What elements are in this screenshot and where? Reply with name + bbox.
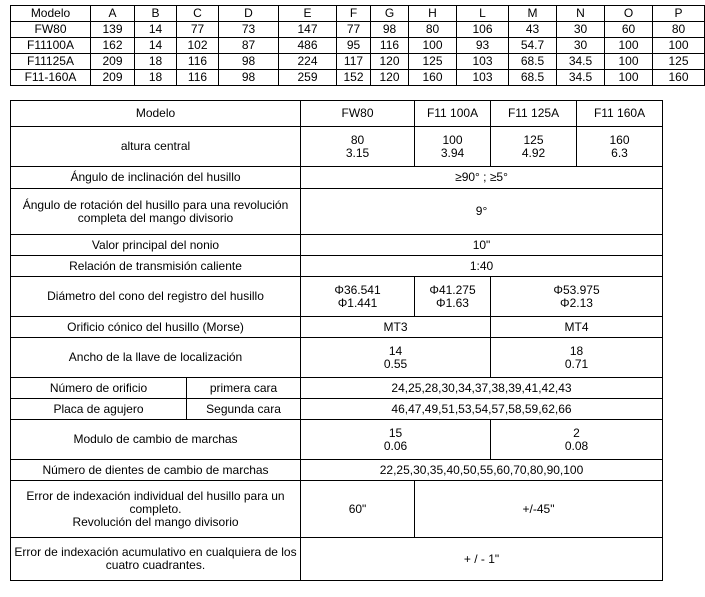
dimensions-value-cell: 102 <box>177 38 219 54</box>
vernier-label: Valor principal del nonio <box>11 235 301 256</box>
dimensions-header-cell: D <box>219 6 279 22</box>
dimensions-header-cell: C <box>177 6 219 22</box>
dimensions-value-cell: 106 <box>457 22 509 38</box>
dimensions-value-cell: 98 <box>219 70 279 86</box>
gear-teeth-value: 22,25,30,35,40,50,55,60,70,80,90,100 <box>301 460 663 481</box>
dimensions-value-cell: 160 <box>409 70 457 86</box>
dimensions-header-cell: F <box>337 6 371 22</box>
hole-plate-sublabel: Segunda cara <box>187 399 301 420</box>
vernier-value: 10" <box>301 235 663 256</box>
dimensions-row <box>11 70 705 86</box>
gear-module-value-small: 15 0.06 <box>301 420 491 460</box>
dimensions-header-cell: M <box>509 6 557 22</box>
center-height-f11-100a: 100 3.94 <box>415 127 491 167</box>
dimensions-header-cell: L <box>457 6 509 22</box>
dimensions-value-cell: 100 <box>409 38 457 54</box>
rotation-angle-value: 9° <box>301 189 663 235</box>
hole-number-value: 24,25,28,30,34,37,38,39,41,42,43 <box>301 378 663 399</box>
dimensions-value-cell: 77 <box>337 22 371 38</box>
rotation-angle-row <box>11 189 663 235</box>
indexing-error-f11: +/-45" <box>415 481 663 538</box>
dimensions-value-cell: 152 <box>337 70 371 86</box>
dimensions-header-cell: B <box>135 6 177 22</box>
dimensions-model-cell: FW80 <box>11 22 91 38</box>
dimensions-value-cell: 116 <box>371 38 409 54</box>
key-width-label: Ancho de la llave de localización <box>11 338 301 378</box>
dimensions-value-cell: 125 <box>653 54 705 70</box>
dimensions-value-cell: 100 <box>605 54 653 70</box>
dimensions-value-cell: 100 <box>605 70 653 86</box>
cone-diameter-f11-125-160a: Φ53.975 Φ2.13 <box>491 277 663 317</box>
hole-number-sublabel: primera cara <box>187 378 301 399</box>
hole-plate-row <box>11 399 663 420</box>
dimensions-value-cell: 117 <box>337 54 371 70</box>
hole-plate-label: Placa de agujero <box>11 399 187 420</box>
dimensions-value-cell: 139 <box>91 22 135 38</box>
dimensions-header-cell: O <box>605 6 653 22</box>
hole-number-row <box>11 378 663 399</box>
morse-label: Orificio cónico del husillo (Morse) <box>11 317 301 338</box>
hole-plate-value: 46,47,49,51,53,54,57,58,59,62,66 <box>301 399 663 420</box>
dimensions-value-cell: 14 <box>135 38 177 54</box>
dimensions-value-cell: 103 <box>457 54 509 70</box>
cumulative-error-value: + / - 1" <box>301 538 663 581</box>
model-header-label: Modelo <box>11 101 301 127</box>
dimensions-value-cell: 68.5 <box>509 70 557 86</box>
dimensions-table <box>10 5 705 86</box>
gear-module-label: Modulo de cambio de marchas <box>11 420 301 460</box>
dimensions-value-cell: 95 <box>337 38 371 54</box>
dimensions-model-cell: F11100A <box>11 38 91 54</box>
morse-row <box>11 317 663 338</box>
gear-module-value-large: 2 0.08 <box>491 420 663 460</box>
transmission-row <box>11 256 663 277</box>
dimensions-value-cell: 30 <box>557 38 605 54</box>
dimensions-value-cell: 116 <box>177 54 219 70</box>
dimensions-value-cell: 120 <box>371 54 409 70</box>
key-width-value-large: 18 0.71 <box>491 338 663 378</box>
dimensions-value-cell: 100 <box>653 38 705 54</box>
dimensions-model-cell: F11125A <box>11 54 91 70</box>
dimensions-row <box>11 38 705 54</box>
model-header-fw80: FW80 <box>301 101 415 127</box>
dimensions-header-cell: P <box>653 6 705 22</box>
model-header-f11-100a: F11 100A <box>415 101 491 127</box>
dimensions-header-row <box>11 6 705 22</box>
gear-teeth-row <box>11 460 663 481</box>
dimensions-value-cell: 87 <box>219 38 279 54</box>
spindle-angle-row <box>11 167 663 189</box>
dimensions-value-cell: 77 <box>177 22 219 38</box>
dimensions-value-cell: 30 <box>557 22 605 38</box>
dimensions-value-cell: 98 <box>371 22 409 38</box>
indexing-error-row <box>11 481 663 538</box>
morse-value-mt4: MT4 <box>491 317 663 338</box>
dimensions-header-cell: E <box>279 6 337 22</box>
center-height-f11-160a: 160 6.3 <box>577 127 663 167</box>
indexing-error-label: Error de indexación individual del husillo para un completo. Revolución del mango divisorio <box>11 481 301 538</box>
dimensions-value-cell: 93 <box>457 38 509 54</box>
spindle-angle-label: Ángulo de inclinación del husillo <box>11 167 301 189</box>
dimensions-value-cell: 116 <box>177 70 219 86</box>
dimensions-header-cell: N <box>557 6 605 22</box>
dimensions-value-cell: 162 <box>91 38 135 54</box>
dimensions-row <box>11 54 705 70</box>
cumulative-error-row <box>11 538 663 581</box>
dimensions-value-cell: 160 <box>653 70 705 86</box>
dimensions-value-cell: 98 <box>219 54 279 70</box>
dimensions-value-cell: 34.5 <box>557 70 605 86</box>
transmission-label: Relación de transmisión caliente <box>11 256 301 277</box>
center-height-label: altura central <box>11 127 301 167</box>
hole-number-label: Número de orificio <box>11 378 187 399</box>
dimensions-value-cell: 34.5 <box>557 54 605 70</box>
key-width-row <box>11 338 663 378</box>
dimensions-header-cell: G <box>371 6 409 22</box>
vernier-row <box>11 235 663 256</box>
dimensions-value-cell: 43 <box>509 22 557 38</box>
rotation-angle-label: Ángulo de rotación del husillo para una revolución completa del mango divisorio <box>11 189 301 235</box>
center-height-fw80: 80 3.15 <box>301 127 415 167</box>
spindle-angle-value: ≥90° ; ≥5° <box>301 167 663 189</box>
cumulative-error-label: Error de indexación acumulativo en cualquiera de los cuatro cuadrantes. <box>11 538 301 581</box>
dimensions-value-cell: 68.5 <box>509 54 557 70</box>
dimensions-header-cell: Modelo <box>11 6 91 22</box>
dimensions-value-cell: 209 <box>91 70 135 86</box>
gear-module-row <box>11 420 663 460</box>
dimensions-value-cell: 103 <box>457 70 509 86</box>
cone-diameter-fw80: Φ36.541 Φ1.441 <box>301 277 415 317</box>
center-height-row <box>11 127 663 167</box>
dimensions-value-cell: 224 <box>279 54 337 70</box>
model-header-f11-125a: F11 125A <box>491 101 577 127</box>
dimensions-value-cell: 486 <box>279 38 337 54</box>
dimensions-value-cell: 73 <box>219 22 279 38</box>
gear-teeth-label: Número de dientes de cambio de marchas <box>11 460 301 481</box>
dimensions-value-cell: 147 <box>279 22 337 38</box>
dimensions-value-cell: 80 <box>653 22 705 38</box>
dimensions-value-cell: 80 <box>409 22 457 38</box>
cone-diameter-row <box>11 277 663 317</box>
dimensions-row <box>11 22 705 38</box>
dimensions-value-cell: 120 <box>371 70 409 86</box>
dimensions-header-cell: H <box>409 6 457 22</box>
dimensions-value-cell: 18 <box>135 54 177 70</box>
indexing-error-fw80: 60" <box>301 481 415 538</box>
dimensions-value-cell: 100 <box>605 38 653 54</box>
key-width-value-small: 14 0.55 <box>301 338 491 378</box>
dimensions-value-cell: 259 <box>279 70 337 86</box>
specification-table <box>10 100 663 581</box>
center-height-f11-125a: 125 4.92 <box>491 127 577 167</box>
dimensions-value-cell: 18 <box>135 70 177 86</box>
cone-diameter-f11-100a: Φ41.275 Φ1.63 <box>415 277 491 317</box>
dimensions-value-cell: 60 <box>605 22 653 38</box>
morse-value-mt3: MT3 <box>301 317 491 338</box>
model-header-f11-160a: F11 160A <box>577 101 663 127</box>
models-header-row <box>11 101 663 127</box>
transmission-value: 1:40 <box>301 256 663 277</box>
dimensions-header-cell: A <box>91 6 135 22</box>
dimensions-value-cell: 54.7 <box>509 38 557 54</box>
dimensions-value-cell: 209 <box>91 54 135 70</box>
dimensions-model-cell: F11-160A <box>11 70 91 86</box>
dimensions-value-cell: 125 <box>409 54 457 70</box>
dimensions-value-cell: 14 <box>135 22 177 38</box>
cone-diameter-label: Diámetro del cono del registro del husillo <box>11 277 301 317</box>
